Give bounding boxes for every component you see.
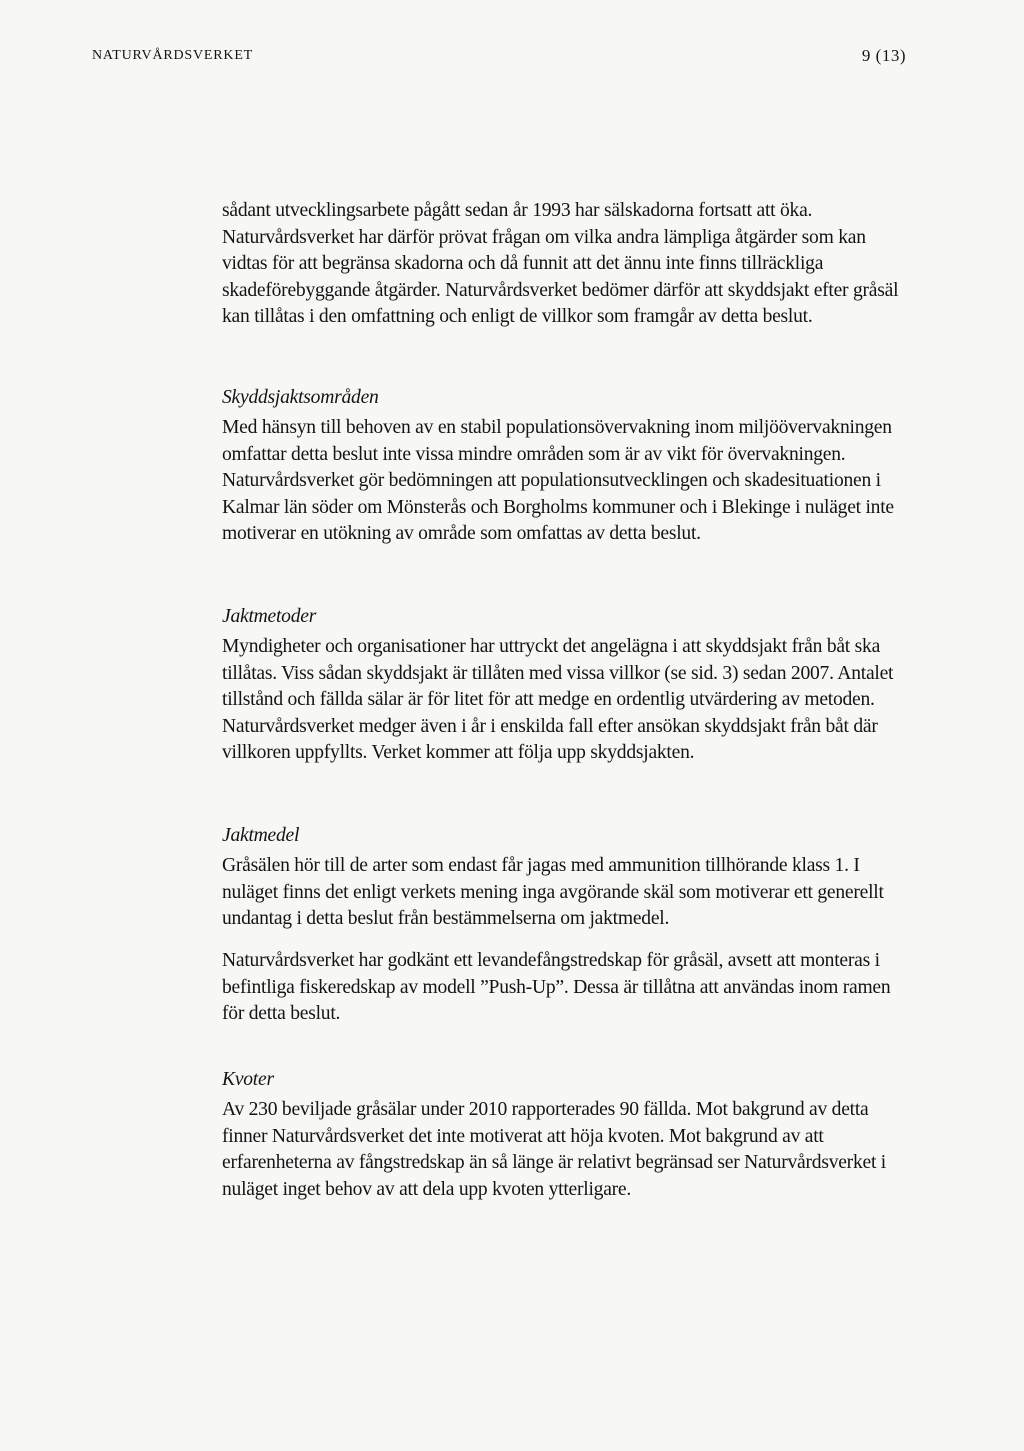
section-jaktmedel-continued [222,948,912,1028]
section-paragraph: Med hänsyn till behoven av en stabil populationsövervakning inom miljöövervakningen omfattar detta beslut inte vissa mindre områden som är av vikt för övervakningen. Naturvårdsverket gör bedömningen att populationsutvecklingen och skadesituationen i Kalmar län söder om Mönsterås och Borgholms kommuner och i Blekinge i nuläget inte motiverar en utökning av område som omfattas av detta beslut. [222,417,894,545]
intro-paragraph: sådant utvecklingsarbete pågått sedan år 1993 har sälskadorna fortsatt att öka. Naturvårdsverket har därför prövat frågan om vilka andra lämpliga åtgärder som kan vidtas för att begränsa skadorna och då funnit att det ännu inte finns tillräckliga skadeförebyggande åtgärder. Naturvårdsverket bedömer därför att skyddsjakt efter gråsäl kan tillåtas i den omfattning och enligt de villkor som framgår av detta beslut. [222,200,899,328]
section-heading: Kvoter [222,1069,274,1090]
section-jaktmetoder [222,604,912,767]
section-paragraph: Av 230 beviljade gråsälar under 2010 rapporterades 90 fällda. Mot bakgrund av detta finner Naturvårdsverket det inte motiverat att höja kvoten. Mot bakgrund av att erfarenheterna av fångstredskap än så länge är relativt begränsad ser Naturvårdsverket i nuläget inget behov av att dela upp kvoten ytterligare. [222,1099,886,1200]
header-page-number: 9 (13) [861,46,906,65]
section-paragraph: Myndigheter och organisationer har uttryckt det angelägna i att skyddsjakt från båt ska tillåtas. Viss sådan skyddsjakt är tillåten med vissa villkor (se sid. 3) sedan 2007. Antalet tillstånd och fällda sälar är för litet för att medge en ordentlig utvärdering av metoden. Naturvårdsverket medger även i år i enskilda fall efter ansökan skyddsjakt från båt där villkoren uppfyllts. Verket kommer att följa upp skyddsjakten. [222,636,894,764]
intro-paragraph-block [222,198,912,331]
section-heading: Jaktmetoder [222,606,317,627]
section-heading: Jaktmedel [222,825,300,846]
section-kvoter [222,1067,912,1203]
section-jaktmedel [222,823,912,933]
section-skyddsjaktsomraden [222,385,912,548]
header-organization: NATURVÅRDSVERKET [92,48,254,63]
section-heading: Skyddsjaktsområden [222,387,379,408]
section-paragraph: Naturvårdsverket har godkänt ett levandefångstredskap för gråsäl, avsett att monteras i befintliga fiskeredskap av modell ”Push-Up”. Dessa är tillåtna att användas inom ramen för detta beslut. [222,950,891,1025]
section-paragraph: Gråsälen hör till de arter som endast får jagas med ammunition tillhörande klass 1. I nuläget finns det enligt verkets mening inga avgörande skäl som motiverar ett generellt undantag i detta beslut från bestämmelserna om jaktmedel. [222,855,884,930]
